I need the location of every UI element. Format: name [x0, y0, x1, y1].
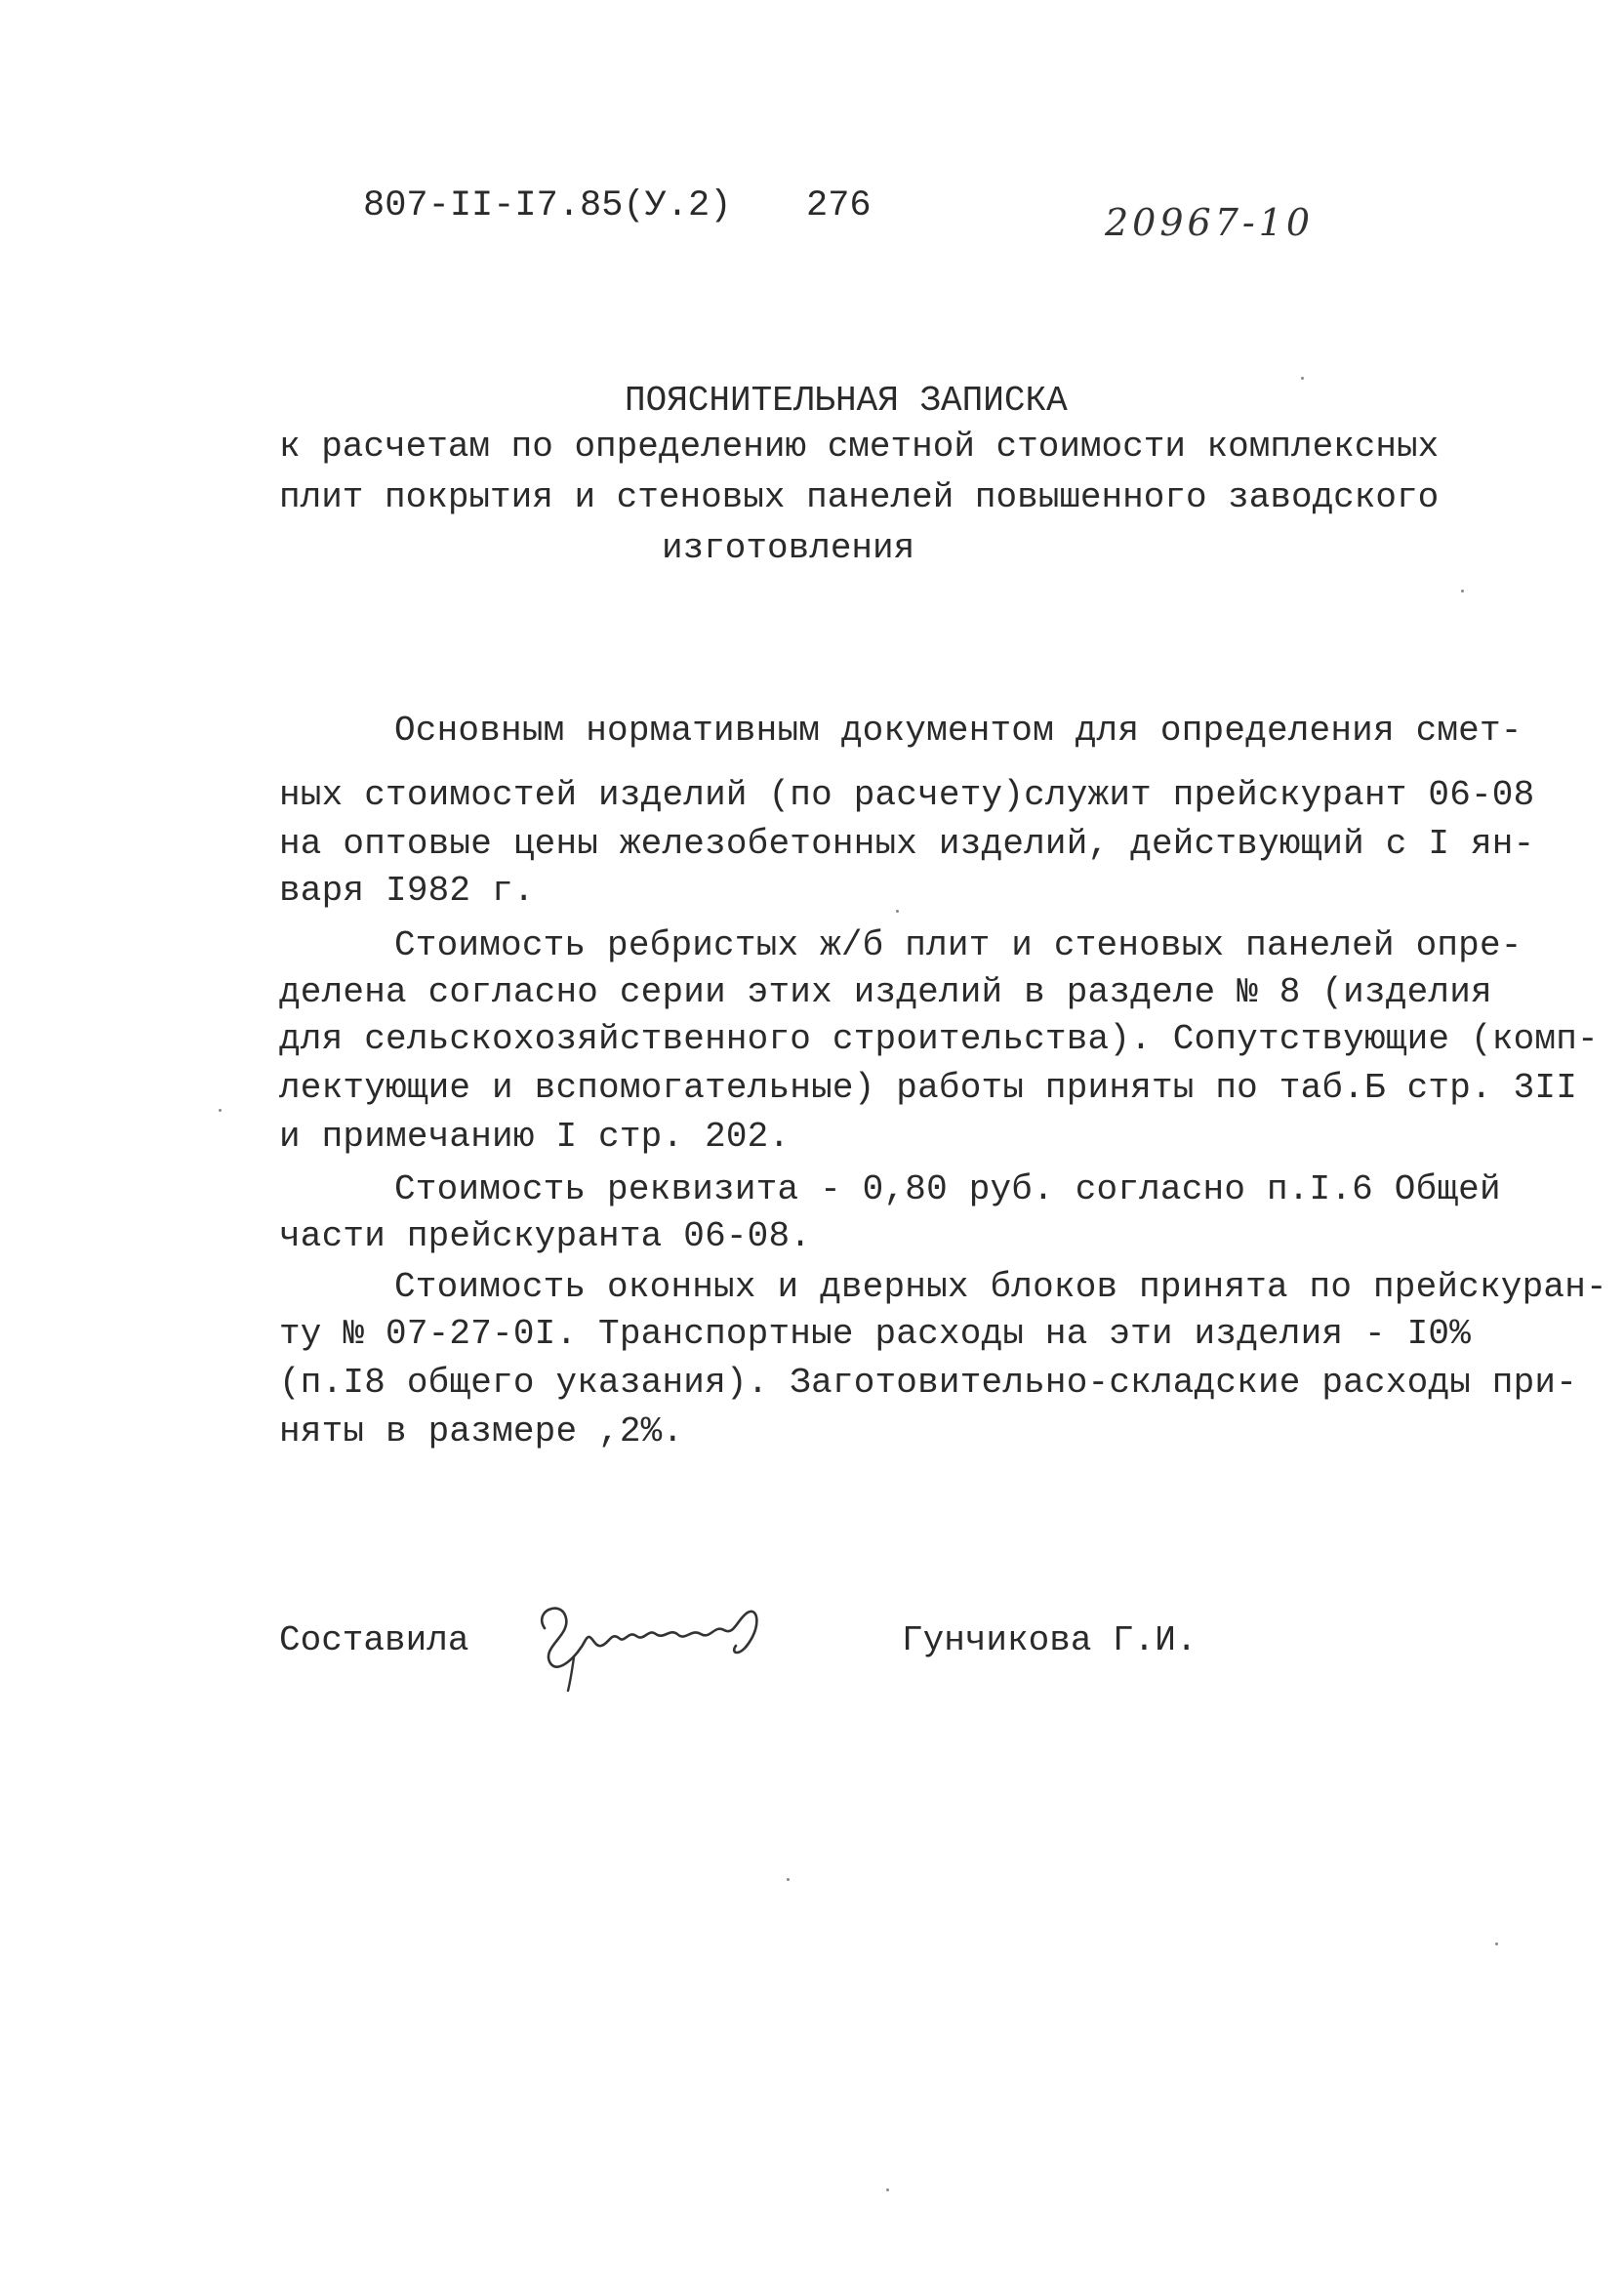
- body-text-line: части прейскуранта 06-08.: [279, 1216, 812, 1256]
- handwritten-signature: [527, 1589, 771, 1696]
- body-text-line: варя I982 г.: [279, 871, 535, 911]
- body-text-line: лектующие и вспомогательные) работы приняты по таб.Б стр. 3II: [279, 1068, 1578, 1108]
- body-text-line: ту № 07-27-0I. Транспортные расходы на эти изделия - I0%: [279, 1314, 1471, 1354]
- document-code: 807-II-I7.85(У.2): [363, 185, 732, 226]
- subtitle-line: к расчетам по определению сметной стоимости комплексных: [279, 427, 1440, 467]
- body-text-line: няты в размере ,2%.: [279, 1411, 684, 1451]
- scan-speck: [1495, 1942, 1498, 1945]
- scan-speck: [1301, 377, 1304, 380]
- body-text-line: на оптовые цены железобетонных изделий, действующий с I ян-: [279, 824, 1535, 864]
- body-text-line: ных стоимостей изделий (по расчету)служит прейскурант 06-08: [279, 775, 1535, 815]
- page-number: 276: [806, 185, 872, 226]
- body-text-line: Стоимость ребристых ж/б плит и стеновых панелей опре-: [394, 925, 1522, 965]
- body-text-line: (п.I8 общего указания). Заготовительно-складские расходы при-: [279, 1363, 1578, 1403]
- subtitle-line: изготовления: [662, 528, 915, 568]
- body-text-line: Стоимость оконных и дверных блоков принята по прейскуран-: [394, 1267, 1607, 1307]
- body-text-line: делена согласно серии этих изделий в разделе № 8 (изделия: [279, 972, 1492, 1012]
- body-text-line: Стоимость реквизита - 0,80 руб. согласно п.I.6 Общей: [394, 1169, 1501, 1209]
- scan-speck: [1461, 590, 1464, 593]
- compiled-by-label: Составила: [279, 1620, 469, 1660]
- body-text-line: и примечанию I стр. 202.: [279, 1117, 791, 1157]
- body-text-line: Основным нормативным документом для определения смет-: [394, 711, 1522, 751]
- handwritten-archive-number: 20967-10: [1105, 201, 1315, 244]
- scan-speck: [787, 1878, 790, 1881]
- document-title: ПОЯСНИТЕЛЬНАЯ ЗАПИСКА: [625, 381, 1068, 421]
- scan-speck: [886, 2188, 889, 2191]
- scan-speck: [896, 910, 899, 913]
- scan-speck: [219, 1109, 222, 1112]
- compiler-name: Гунчикова Г.И.: [902, 1620, 1198, 1660]
- subtitle-line: плит покрытия и стеновых панелей повышенного заводского: [279, 477, 1440, 517]
- body-text-line: для сельскохозяйственного строительства). Сопутствующие (комп-: [279, 1019, 1599, 1059]
